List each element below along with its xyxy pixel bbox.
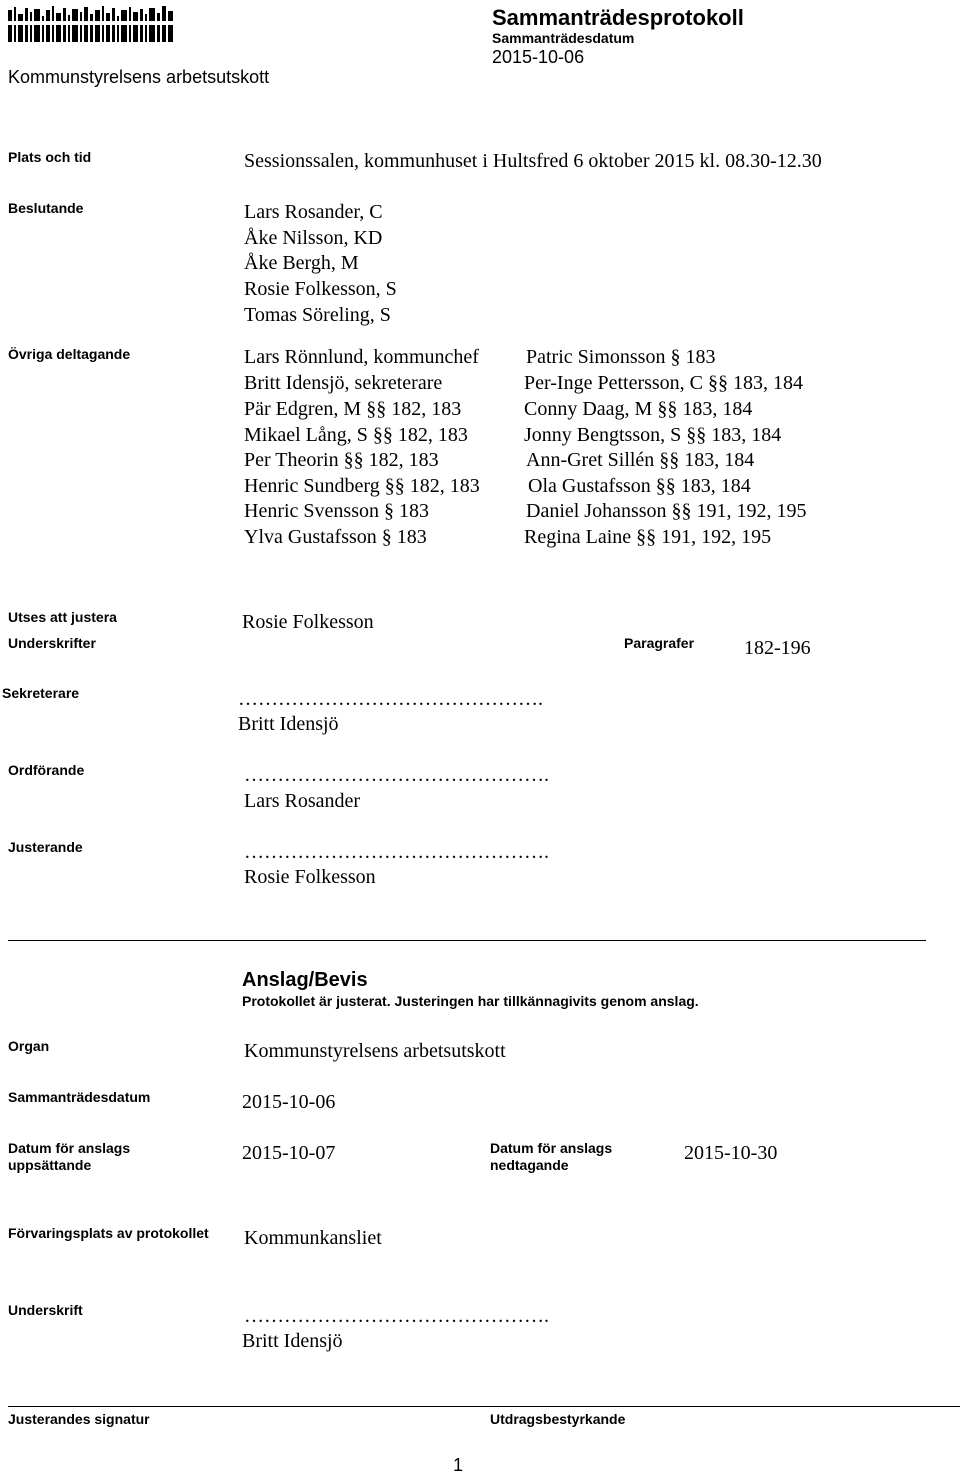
signature-name: Britt Idensjö bbox=[242, 1330, 343, 1352]
decisive-label: Beslutande bbox=[8, 200, 84, 216]
organ-label: Organ bbox=[8, 1038, 50, 1054]
meeting-date-label: Sammanträdesdatum bbox=[8, 1089, 151, 1105]
decisive-member: Åke Nilsson, KD bbox=[244, 227, 383, 249]
meeting-date-value: 2015-10-06 bbox=[242, 1091, 336, 1113]
participant-left: Britt Idensjö, sekreterare bbox=[244, 372, 443, 394]
secretary-signature-line: ………………………………………. bbox=[238, 688, 543, 710]
secretary-name: Britt Idensjö bbox=[238, 713, 339, 735]
participant-right: Jonny Bengtsson, S §§ 183, 184 bbox=[524, 424, 782, 446]
participant-right: Patric Simonsson § 183 bbox=[526, 346, 716, 368]
participant-left: Henric Svensson § 183 bbox=[244, 500, 429, 522]
adjust-value: Rosie Folkesson bbox=[242, 611, 374, 633]
participant-left: Pär Edgren, M §§ 182, 183 bbox=[244, 398, 462, 420]
notice-subtitle: Protokollet är justerat. Justeringen har tillkännagivits genom anslag. bbox=[242, 993, 699, 1009]
participant-right: Daniel Johansson §§ 191, 192, 195 bbox=[526, 500, 807, 522]
adjusters-signature-label: Justerandes signatur bbox=[8, 1411, 150, 1427]
municipality-logo bbox=[6, 4, 176, 44]
removed-date-label-line2: nedtagande bbox=[490, 1157, 569, 1173]
posted-date-value: 2015-10-07 bbox=[242, 1142, 336, 1164]
participant-right: Per-Inge Pettersson, C §§ 183, 184 bbox=[524, 372, 804, 394]
posted-date-label-line2: uppsättande bbox=[8, 1157, 92, 1173]
organ-value: Kommunstyrelsens arbetsutskott bbox=[244, 1040, 506, 1062]
decisive-member: Rosie Folkesson, S bbox=[244, 278, 397, 300]
participant-left: Per Theorin §§ 182, 183 bbox=[244, 449, 439, 471]
adjuster-name: Rosie Folkesson bbox=[244, 866, 376, 888]
participant-left: Ylva Gustafsson § 183 bbox=[244, 526, 427, 548]
decisive-member: Tomas Söreling, S bbox=[244, 304, 391, 326]
participant-left: Henric Sundberg §§ 182, 183 bbox=[244, 475, 480, 497]
extract-certification-label: Utdragsbestyrkande bbox=[490, 1411, 626, 1427]
page-number: 1 bbox=[453, 1455, 464, 1475]
footer-divider bbox=[8, 1406, 960, 1407]
paragraphs-label: Paragrafer bbox=[624, 635, 695, 651]
decisive-member: Lars Rosander, C bbox=[244, 201, 383, 223]
place-value: Sessionssalen, kommunhuset i Hultsfred 6 oktober 2015 kl. 08.30-12.30 bbox=[244, 150, 822, 172]
participant-right: Ola Gustafsson §§ 183, 184 bbox=[528, 475, 751, 497]
secretary-label: Sekreterare bbox=[2, 685, 80, 701]
storage-value: Kommunkansliet bbox=[244, 1227, 382, 1249]
removed-date-value: 2015-10-30 bbox=[684, 1142, 778, 1164]
place-label: Plats och tid bbox=[8, 149, 92, 165]
participant-right: Ann-Gret Sillén §§ 183, 184 bbox=[526, 449, 755, 471]
participant-right: Conny Daag, M §§ 183, 184 bbox=[524, 398, 753, 420]
participant-left: Lars Rönnlund, kommunchef bbox=[244, 346, 479, 368]
chair-signature-line: ………………………………………. bbox=[244, 764, 549, 786]
others-label: Övriga deltagande bbox=[8, 346, 131, 362]
removed-date-label: Datum för anslags bbox=[490, 1140, 613, 1156]
posted-date-label: Datum för anslags bbox=[8, 1140, 131, 1156]
section-divider bbox=[8, 940, 926, 941]
paragraphs-value: 182-196 bbox=[744, 637, 811, 659]
header-date-label: Sammanträdesdatum bbox=[492, 30, 635, 46]
adjust-label: Utses att justera bbox=[8, 609, 117, 625]
chair-name: Lars Rosander bbox=[244, 790, 361, 812]
signature-label: Underskrift bbox=[8, 1302, 83, 1318]
adjuster-label: Justerande bbox=[8, 839, 83, 855]
header-date-value: 2015-10-06 bbox=[492, 47, 585, 67]
document-title: Sammanträdesprotokoll bbox=[492, 5, 744, 30]
notice-title: Anslag/Bevis bbox=[242, 969, 368, 991]
adjuster-signature-line: ………………………………………. bbox=[244, 841, 549, 863]
decisive-member: Åke Bergh, M bbox=[244, 252, 359, 274]
participant-left: Mikael Lång, S §§ 182, 183 bbox=[244, 424, 468, 446]
chair-label: Ordförande bbox=[8, 762, 85, 778]
participant-right: Regina Laine §§ 191, 192, 195 bbox=[524, 526, 772, 548]
signatures-label: Underskrifter bbox=[8, 635, 96, 651]
signature-line: ………………………………………. bbox=[244, 1305, 549, 1327]
header-organ: Kommunstyrelsens arbetsutskott bbox=[8, 67, 270, 87]
storage-label: Förvaringsplats av protokollet bbox=[8, 1225, 209, 1241]
